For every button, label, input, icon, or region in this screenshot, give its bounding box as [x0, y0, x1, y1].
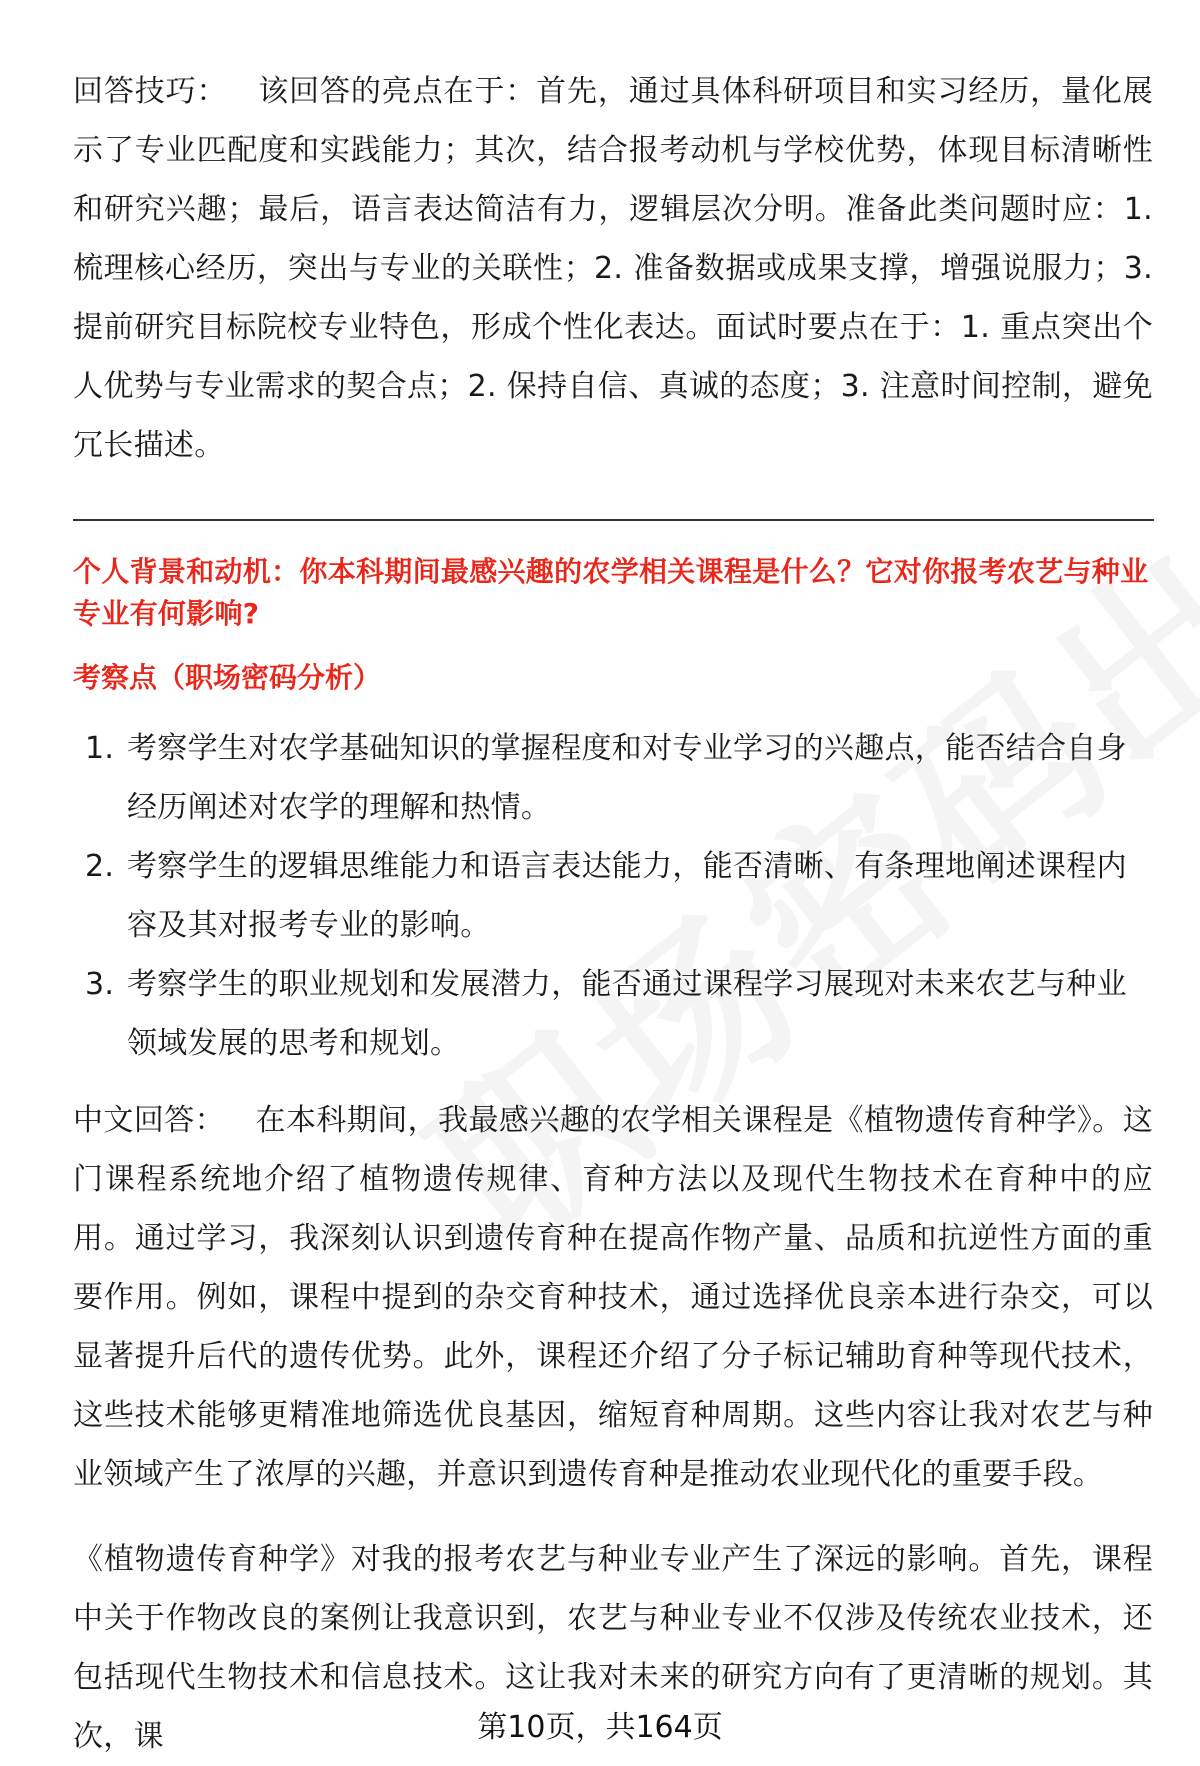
answer-tip-paragraph	[73, 62, 1153, 475]
list-item	[73, 837, 1153, 955]
assessment-points-list	[73, 719, 1153, 1073]
question-heading: 个人背景和动机：你本科期间最感兴趣的农学相关课程是什么？它对你报考农艺与种业专业有何影响?	[73, 555, 1149, 630]
list-item-text: 考察学生对农学基础知识的掌握程度和对专业学习的兴趣点，能否结合自身经历阐述对农学的理解和热情。	[127, 731, 1127, 825]
list-item-number: 2.	[85, 849, 115, 884]
answer-tip-text: 该回答的亮点在于：首先，通过具体科研项目和实习经历，量化展示了专业匹配度和实践能力；其次，结合报考动机与学校优势，体现目标清晰性和研究兴趣；最后，语言表达简洁有力，逻辑层次分明。准备此类问题时应：1. 梳理核心经历，突出与专业的关联性；2. 准备数据或成果支撑，增强说服力；3. 提前研究目标院校专业特色，形成个性化表达。面试时要点在于：1. 重点突出个人优势与专业需求的契合点；2. 保持自信、真诚的态度；3. 注意时间控制，避免冗长描述。	[73, 74, 1154, 463]
answer-tip-label: 回答技巧：	[73, 74, 228, 109]
section-divider	[73, 519, 1154, 521]
list-item-number: 3.	[85, 967, 115, 1002]
assessment-title: 考察点（职场密码分析）	[73, 661, 382, 694]
page-content	[73, 62, 1153, 1766]
list-item-number: 1.	[85, 731, 115, 766]
list-item	[73, 955, 1153, 1073]
chinese-answer-paragraph	[73, 1091, 1153, 1504]
chinese-answer-text: 在本科期间，我最感兴趣的农学相关课程是《植物遗传育种学》。这门课程系统地介绍了植物遗传规律、育种方法以及现代生物技术在育种中的应用。通过学习，我深刻认识到遗传育种在提高作物产量、品质和抗逆性方面的重要作用。例如，课程中提到的杂交育种技术，通过选择优良亲本进行杂交，可以显著提升后代的遗传优势。此外，课程还介绍了分子标记辅助育种等现代技术，这些技术能够更精准地筛选优良基因，缩短育种周期。这些内容让我对农艺与种业领域产生了浓厚的兴趣，并意识到遗传育种是推动农业现代化的重要手段。	[73, 1103, 1154, 1492]
page-number-footer: 第10页，共164页	[477, 1710, 723, 1745]
chinese-answer-continued: 《植物遗传育种学》对我的报考农艺与种业专业产生了深远的影响。首先，课程中关于作物改良的案例让我意识到，农艺与种业专业不仅涉及传统农业技术，还包括现代生物技术和信息技术。这让我对未来的研究方向有了更清晰的规划。其次，课	[73, 1542, 1153, 1754]
chinese-answer-label: 中文回答：	[73, 1103, 226, 1138]
list-item-text: 考察学生的逻辑思维能力和语言表达能力，能否清晰、有条理地阐述课程内容及其对报考专业的影响。	[127, 849, 1127, 943]
list-item	[73, 719, 1153, 837]
list-item-text: 考察学生的职业规划和发展潜力，能否通过课程学习展现对未来农艺与种业领域发展的思考和规划。	[127, 967, 1127, 1061]
